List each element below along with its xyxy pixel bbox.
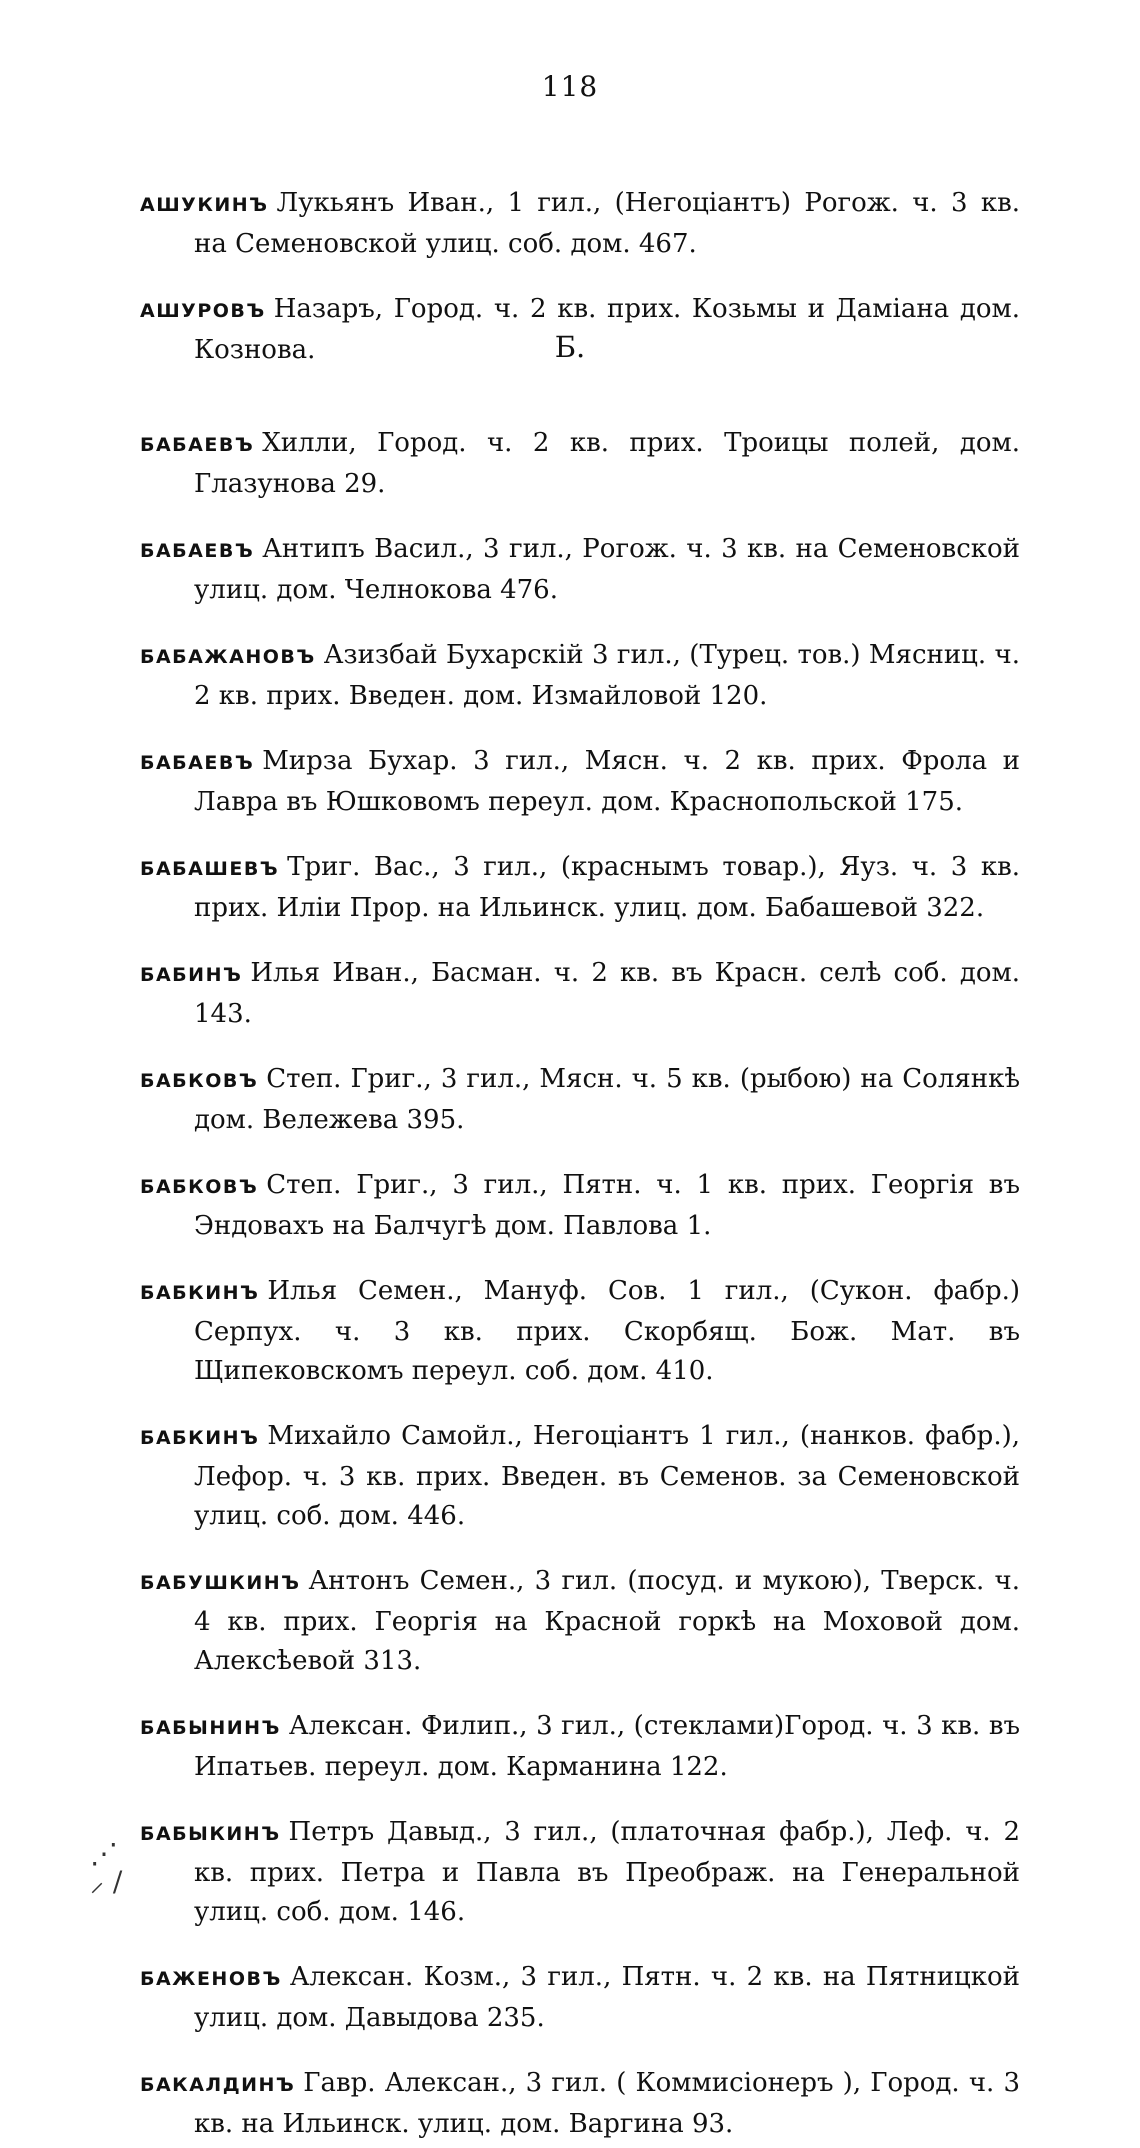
directory-entry [140,424,1020,504]
directory-entry [140,742,1020,822]
entry-surname: БАЖЕНОВЪ [140,1968,282,1990]
print-specks: ⋰ ⸝ / [90,1837,123,1898]
entry-surname: БАБЫНИНЪ [140,1717,281,1739]
entry-text: Илья Иван., Басман. ч. 2 кв. въ Красн. селѣ соб. дом. 143. [194,958,1020,1029]
directory-entry [140,848,1020,928]
entry-text: Алексан. Козм., 3 гил., Пятн. ч. 2 кв. на Пятницкой улиц. дом. Давыдова 235. [194,1962,1020,2033]
entry-surname: БАБКИНЪ [140,1282,260,1304]
directory-entry [140,1707,1020,1787]
directory-entries-b [140,398,1020,2148]
directory-entry [140,1272,1020,1391]
directory-entry [140,954,1020,1034]
entry-text: Хилли, Город. ч. 2 кв. прих. Троицы полей, дом. Глазунова 29. [194,428,1020,499]
entry-text: Лукьянъ Иван., 1 гил., (Негоціантъ) Рогож. ч. 3 кв. на Семеновской улиц. соб. дом. 467. [194,188,1020,259]
entry-text: Антипъ Васил., 3 гил., Рогож. ч. 3 кв. на Семеновской улиц. дом. Челнокова 476. [194,534,1020,605]
entry-surname: БАБКОВЪ [140,1070,259,1092]
entry-surname: БАБАЕВЪ [140,540,255,562]
entry-surname: БАБАЖАНОВЪ [140,646,316,668]
directory-entry [140,2064,1020,2144]
entry-text: Триг. Вас., 3 гил., (краснымъ товар.), Яуз. ч. 3 кв. прих. Иліи Прор. на Ильинск. улиц. дом. Бабашевой 322. [194,852,1020,923]
entry-text: Петръ Давыд., 3 гил., (платочная фабр.), Леф. ч. 2 кв. прих. Петра и Павла въ Преображ. на Генеральной улиц. соб. дом. 146. [194,1817,1020,1927]
directory-entry [140,1166,1020,1246]
entry-text: Антонъ Семен., 3 гил. (посуд. и мукою), Тверск. ч. 4 кв. прих. Георгія на Красной горкѣ на Моховой дом. Алексѣевой 313. [194,1566,1020,1676]
entry-text: Михайло Самойл., Негоціантъ 1 гил., (нанков. фабр.), Лефор. ч. 3 кв. прих. Введен. въ Семенов. за Семеновской улиц. соб. дом. 446. [194,1421,1020,1531]
entry-text: Степ. Григ., 3 гил., Мясн. ч. 5 кв. (рыбою) на Солянкѣ дом. Вележева 395. [194,1064,1020,1135]
entry-surname: БАБКИНЪ [140,1427,260,1449]
entry-surname: АШУКИНЪ [140,194,269,216]
page-number: 118 [541,70,599,103]
entry-surname: БАБУШКИНЪ [140,1572,301,1594]
directory-entry [140,1562,1020,1681]
entry-text: Азизбай Бухарскій 3 гил., (Турец. тов.) Мясниц. ч. 2 кв. прих. Введен. дом. Измайловой 120. [194,640,1020,711]
directory-entry [140,1958,1020,2038]
entry-surname: БАБЫКИНЪ [140,1823,281,1845]
entry-text: Назаръ, Город. ч. 2 кв. прих. Козьмы и Даміана дом. Кознова. [194,294,1020,365]
entry-surname: БАБАЕВЪ [140,752,255,774]
directory-entry [140,1813,1020,1932]
entry-surname: БАКАЛДИНЪ [140,2074,296,2096]
directory-entry [140,184,1020,264]
entry-surname: БАБИНЪ [140,964,243,986]
directory-entry [140,636,1020,716]
entry-surname: БАБКОВЪ [140,1176,259,1198]
entry-text: Алексан. Филип., 3 гил., (стеклами)Город. ч. 3 кв. въ Ипатьев. переул. дом. Карманина 122. [194,1711,1020,1782]
entry-surname: БАБАЕВЪ [140,434,255,456]
directory-entry [140,530,1020,610]
entry-text: Мирза Бухар. 3 гил., Мясн. ч. 2 кв. прих. Фрола и Лавра въ Юшковомъ переул. дом. Краснопольской 175. [194,746,1020,817]
directory-entry [140,1417,1020,1536]
directory-entry [140,1060,1020,1140]
entry-surname: АШУРОВЪ [140,300,266,322]
entry-text: Степ. Григ., 3 гил., Пятн. ч. 1 кв. прих. Георгія въ Эндовахъ на Балчугѣ дом. Павлова 1. [194,1170,1020,1241]
section-heading: Б. [554,330,586,364]
entry-surname: БАБАШЕВЪ [140,858,280,880]
entry-text: Гавр. Алексан., 3 гил. ( Коммисіонеръ ), Город. ч. 3 кв. на Ильинск. улиц. дом. Варгина 93. [194,2068,1020,2139]
entry-text: Илья Семен., Мануф. Сов. 1 гил., (Сукон. фабр.) Серпух. ч. 3 кв. прих. Скорбящ. Бож. Мат. въ Щипековскомъ переул. соб. дом. 410. [194,1276,1020,1386]
